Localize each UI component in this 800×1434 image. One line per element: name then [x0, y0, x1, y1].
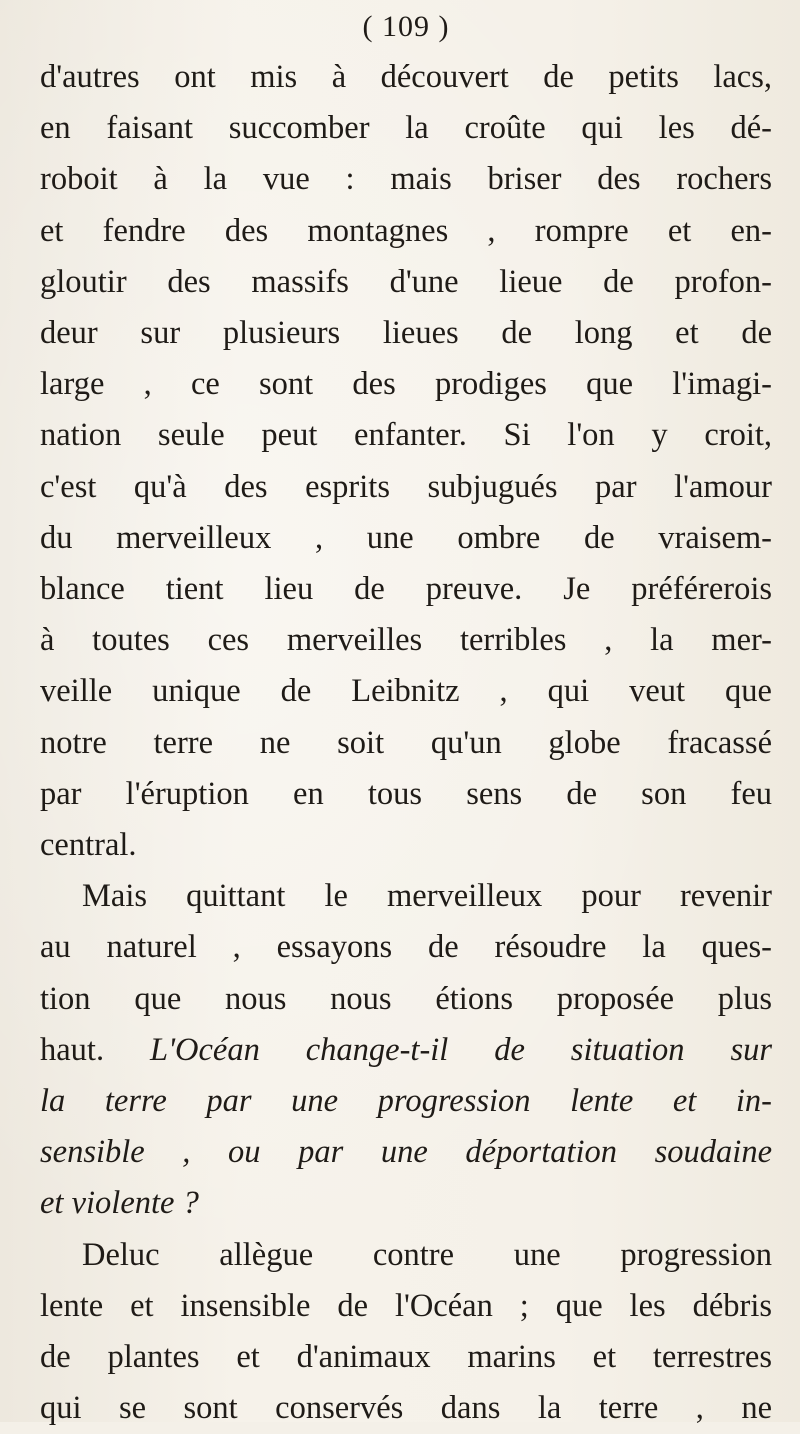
text-line: Mais quittant le merveilleux pour revenir: [82, 878, 772, 915]
text-line: deur sur plusieurs lieues de long et de: [40, 315, 772, 352]
paragraph-1: [40, 52, 772, 871]
text-line-mixed: [40, 1025, 772, 1076]
text-line: d'autres ont mis à découvert de petits lacs,: [40, 59, 772, 95]
text-line: du merveilleux , une ombre de vraisem-: [40, 519, 772, 556]
text-line: gloutir des massifs d'une lieue de profon-: [40, 263, 772, 300]
text-line: nation seule peut enfanter. Si l'on y croit,: [40, 417, 772, 454]
text-line: lente et insensible de l'Océan ; que les débris: [40, 1287, 772, 1324]
question-italic: la terre par une progression lente et in-: [40, 1083, 772, 1120]
text-line: par l'éruption en tous sens de son feu: [40, 775, 772, 812]
text-line: roboit à la vue : mais briser des rochers: [40, 161, 772, 198]
text-line: Deluc allègue contre une progression: [82, 1236, 772, 1273]
text-line: central.: [40, 827, 137, 864]
text-fragment: haut.: [40, 1031, 105, 1068]
text-line: c'est qu'à des esprits subjugués par l'amour: [40, 468, 772, 505]
question-italic: sensible , ou par une déportation soudaine: [40, 1134, 772, 1171]
text-line: de plantes et d'animaux marins et terrestres: [40, 1339, 772, 1376]
text-line: veille unique de Leibnitz , qui veut que: [40, 673, 772, 710]
question-italic: L'Océan change-t-il de situation sur: [150, 1031, 773, 1068]
text-line: notre terre ne soit qu'un globe fracassé: [40, 724, 772, 761]
paragraph-2: [40, 871, 772, 1229]
page-number: ( 109 ): [362, 10, 450, 43]
text-line: en faisant succomber la croûte qui les dé-: [40, 110, 772, 147]
text-line: large , ce sont des prodiges que l'imagi-: [40, 366, 772, 403]
text-line: au naturel , essayons de résoudre la ques-: [40, 929, 772, 966]
paragraph-3: [40, 1230, 772, 1434]
question-italic: et violente ?: [40, 1185, 199, 1222]
text-line: et fendre des montagnes , rompre et en-: [40, 212, 772, 249]
text-line: qui se sont conservés dans la terre , ne: [40, 1390, 772, 1427]
text-line: blance tient lieu de preuve. Je préférerois: [40, 571, 772, 608]
text-line: tion que nous nous étions proposée plus: [40, 980, 772, 1017]
text-line: à toutes ces merveilles terribles , la mer-: [40, 622, 772, 659]
